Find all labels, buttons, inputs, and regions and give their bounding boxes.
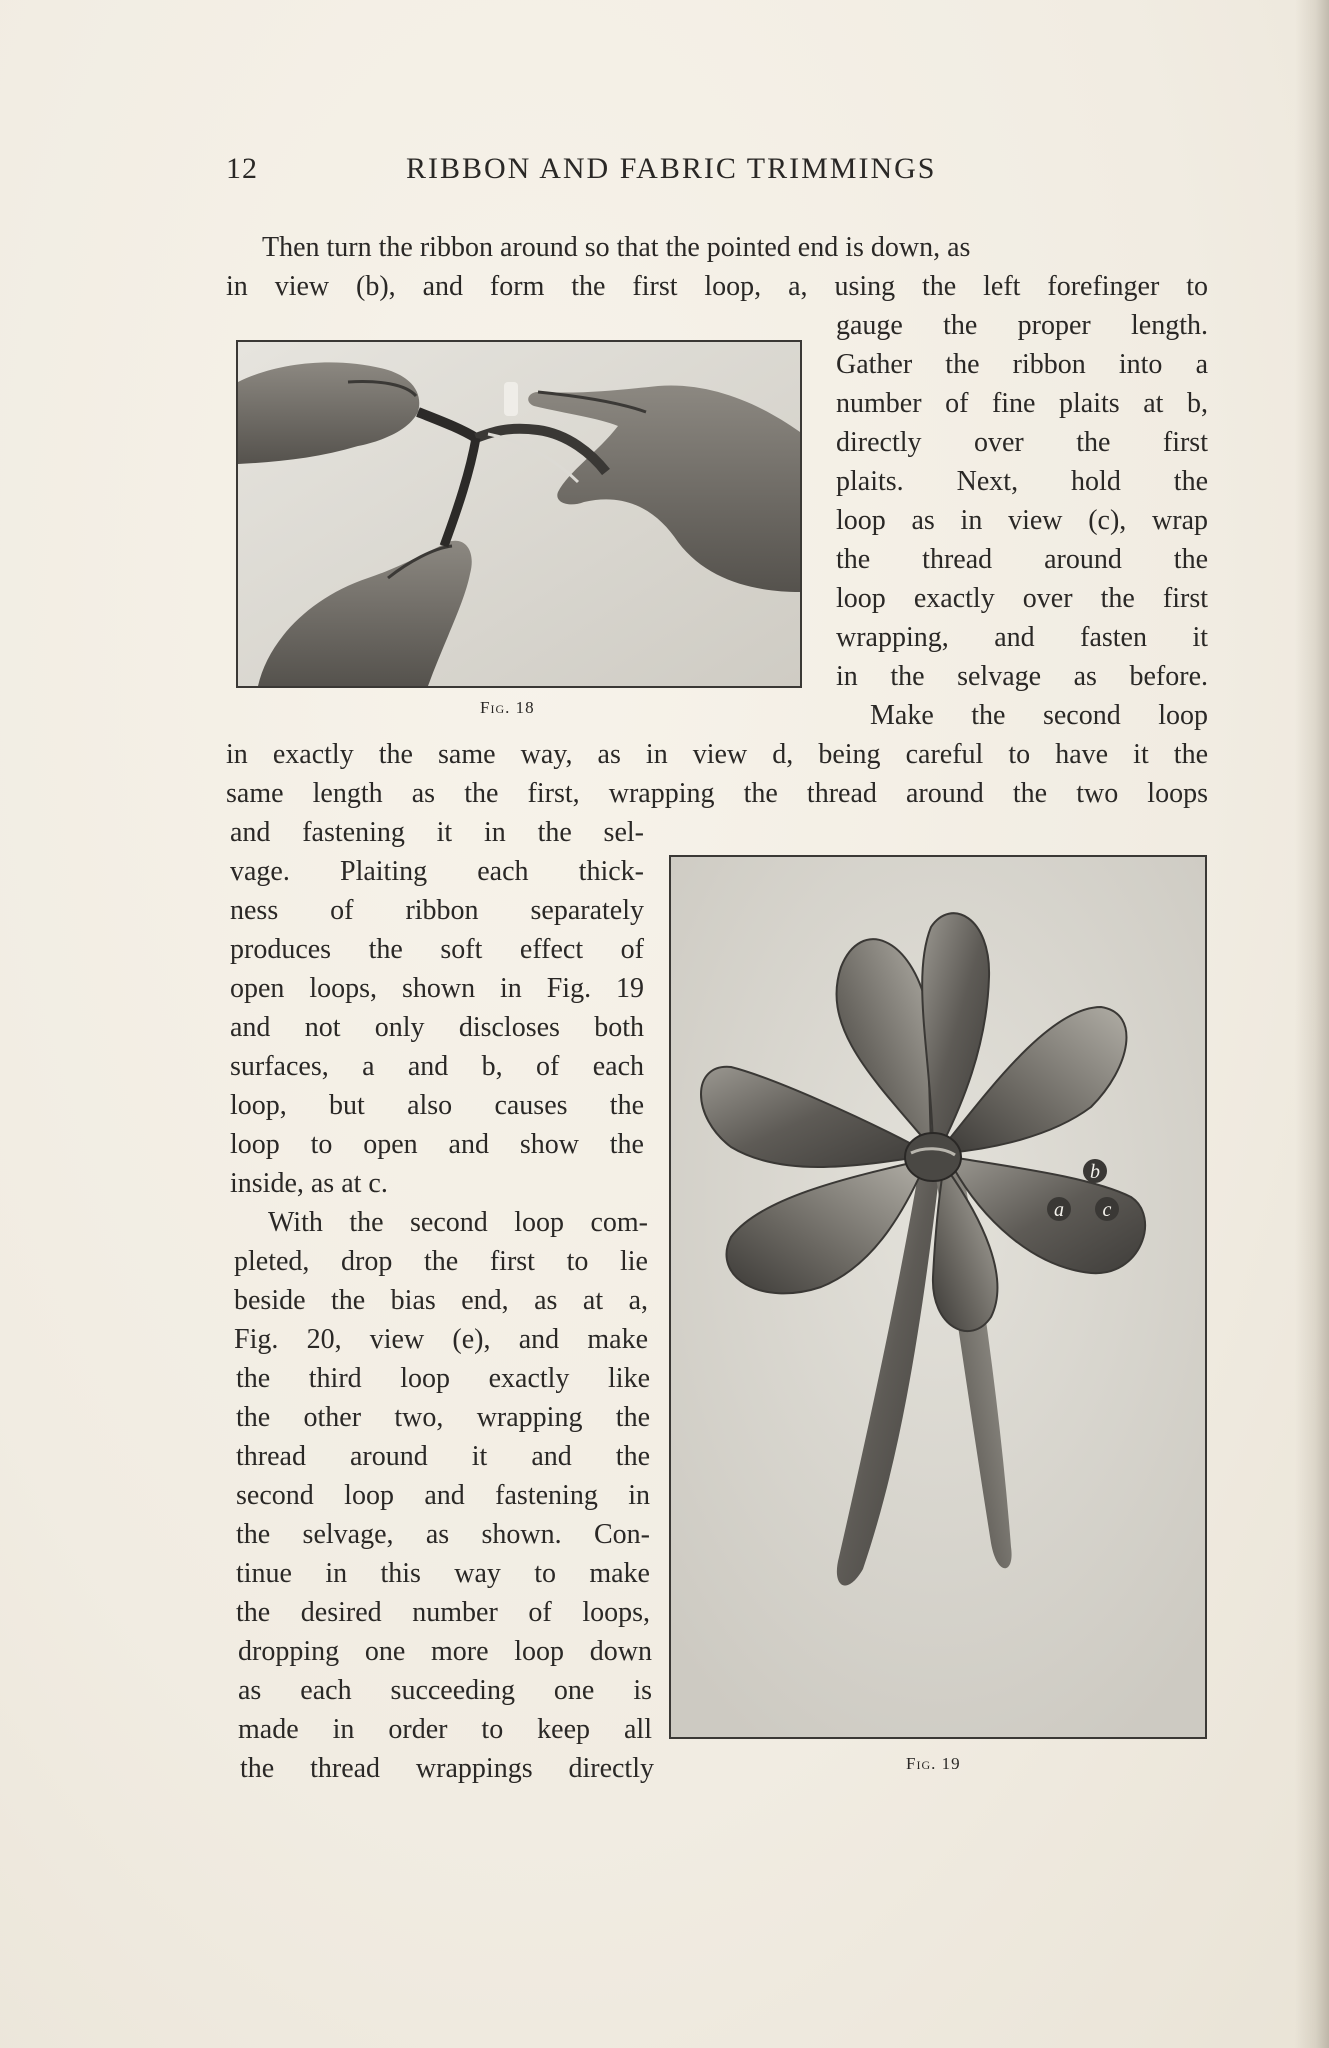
text-line: made in order to keep all (238, 1714, 652, 1745)
text-line: surfaces, a and b, of each (230, 1051, 644, 1082)
text-line: the desired number of loops, (236, 1597, 650, 1628)
text-line: loop to open and show the (230, 1129, 644, 1160)
text-line: the third loop exactly like (236, 1363, 650, 1394)
text-line: thread around it and the (236, 1441, 650, 1472)
text-line: plaits. Next, hold the (836, 466, 1208, 497)
text-line: and not only discloses both (230, 1012, 644, 1043)
label-c: c (1102, 1199, 1112, 1221)
text-line: second loop and fastening in (236, 1480, 650, 1511)
text-line: Then turn the ribbon around so that the pointed end is down, as (262, 232, 971, 263)
text-line: in exactly the same way, as in view d, being careful to have it the (226, 739, 1208, 770)
text-line: the other two, wrapping the (236, 1402, 650, 1433)
text-line: directly over the first (836, 427, 1208, 458)
text-line: the selvage, as shown. Con- (236, 1519, 650, 1550)
text-line: With the second loop com- (268, 1207, 648, 1238)
text-line: beside the bias end, as at a, (234, 1285, 648, 1316)
text-line: dropping one more loop down (238, 1636, 652, 1667)
text-line: ness of ribbon separately (230, 895, 644, 926)
text-line: tinue in this way to make (236, 1558, 650, 1589)
hands-ribbon-illustration (238, 342, 800, 686)
text-line: as each succeeding one is (238, 1675, 652, 1706)
figure-18-caption: Fig. 18 (480, 698, 535, 717)
text-line: produces the soft effect of (230, 934, 644, 965)
text-line: inside, as at c. (230, 1168, 388, 1199)
text-line: vage. Plaiting each thick- (230, 856, 644, 887)
text-line: pleted, drop the first to lie (234, 1246, 648, 1277)
text-line: Make the second loop (870, 700, 1208, 731)
text-line: same length as the first, wrapping the thread around the two loops (226, 778, 1208, 809)
ribbon-bow-illustration (671, 857, 1205, 1737)
text-line: loop exactly over the first (836, 583, 1208, 614)
figure-19-photo (669, 855, 1207, 1739)
text-line: the thread wrappings directly (240, 1753, 654, 1784)
label-a: a (1054, 1199, 1064, 1221)
text-line: in the selvage as before. (836, 661, 1208, 692)
text-line: loop as in view (c), wrap (836, 505, 1208, 536)
text-line: gauge the proper length. (836, 310, 1208, 341)
text-line: and fastening it in the sel- (230, 817, 644, 848)
text-line: in view (b), and form the first loop, a, using the left forefinger to (226, 271, 1208, 302)
text-line: open loops, shown in Fig. 19 (230, 973, 644, 1004)
figure-19-caption: Fig. 19 (906, 1754, 961, 1773)
figure-18-photo (236, 340, 802, 688)
text-line: wrapping, and fasten it (836, 622, 1208, 653)
text-line: loop, but also causes the (230, 1090, 644, 1121)
text-line: Fig. 20, view (e), and make (234, 1324, 648, 1355)
label-b: b (1090, 1161, 1100, 1183)
page-spine-shadow (1295, 0, 1329, 2048)
page-number: 12 (226, 152, 258, 185)
running-head: RIBBON AND FABRIC TRIMMINGS (406, 152, 937, 185)
page-header (226, 152, 1036, 192)
text-line: the thread around the (836, 544, 1208, 575)
text-line: number of fine plaits at b, (836, 388, 1208, 419)
text-line: Gather the ribbon into a (836, 349, 1208, 380)
